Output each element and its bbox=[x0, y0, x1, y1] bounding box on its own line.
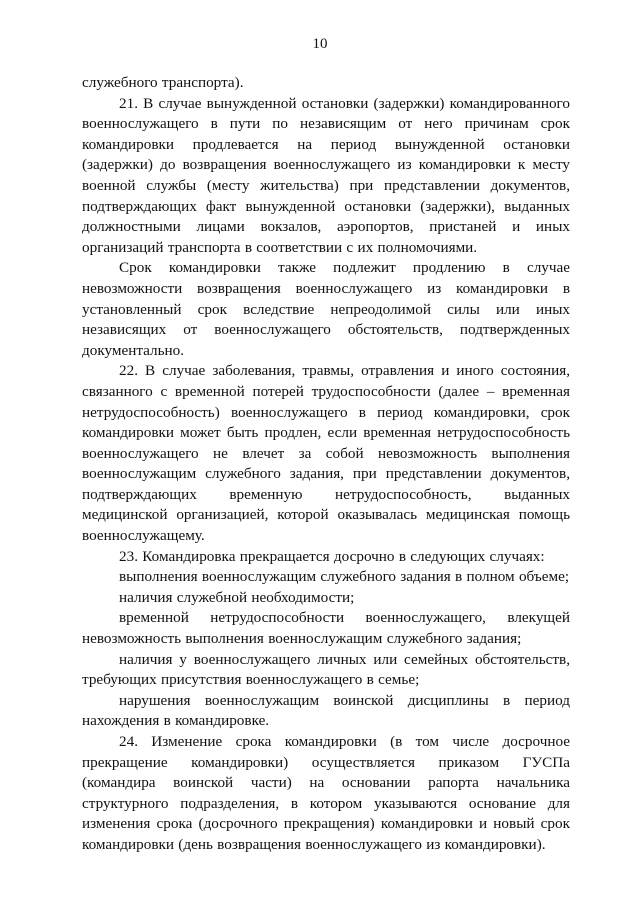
paragraph-clause-21: 21. В случае вынужденной остановки (задержки) командированного военнослужащего в пути по независящим от него причинам срок командировки продлевается на период вынужденной остановки (задержки) до возвращения военнослужащего из командировки к месту военной службы (месту жительства) при представлении документов, подтверждающих факт вынужденной остановки (задержки), выданных должностными лицами вокзалов, аэропортов, пристаней и иных организаций транспорта в соответствии с их полномочиями. bbox=[82, 94, 570, 256]
document-body bbox=[82, 73, 570, 856]
paragraph-clause-24: 24. Изменение срока командировки (в том числе досрочное прекращение командировки) осуществляется приказом ГУСПа (командира воинской части) на основании рапорта начальника структурного подразделения, в котором указываются основание для изменения срока (досрочного прекращения) командировки и новый срок командировки (день возвращения военнослужащего из командировки). bbox=[82, 733, 570, 853]
paragraph-continuation: служебного транспорта). bbox=[82, 74, 244, 91]
paragraph-extension: Срок командировки также подлежит продлению в случае невозможности возвращения военнослужащего из командировки в установленный срок вследствие непреодолимой силы или иных независящих от военнослужащего обстоятельств, подтвержденных документально. bbox=[82, 259, 570, 359]
paragraph-clause-23: 23. Командировка прекращается досрочно в следующих случаях: bbox=[119, 547, 545, 565]
page-number: 10 bbox=[312, 36, 328, 52]
list-item: наличия служебной необходимости; bbox=[119, 588, 355, 606]
list-item: нарушения военнослужащим воинской дисциплины в период нахождения в командировке. bbox=[82, 691, 570, 730]
list-item: временной нетрудоспособности военнослужащего, влекущей невозможность выполнения военнослужащим служебного задания; bbox=[82, 609, 570, 648]
list-item: наличия у военнослужащего личных или семейных обстоятельств, требующих присутствия военнослужащего в семье; bbox=[82, 650, 570, 689]
paragraph-clause-22: 22. В случае заболевания, травмы, отравления и иного состояния, связанного с временной потерей трудоспособности (далее – временная нетрудоспособность) военнослужащего в период командировки, срок командировки может быть продлен, если временная нетрудоспособность военнослужащего не влечет за собой невозможность выполнения военнослужащим служебного задания, при представлении документов, подтверждающих временную нетрудоспособность, выданных медицинской организацией, которой оказывалась медицинская помощь военнослужащему. bbox=[82, 362, 570, 545]
list-item: выполнения военнослужащим служебного задания в полном объеме; bbox=[119, 568, 570, 586]
